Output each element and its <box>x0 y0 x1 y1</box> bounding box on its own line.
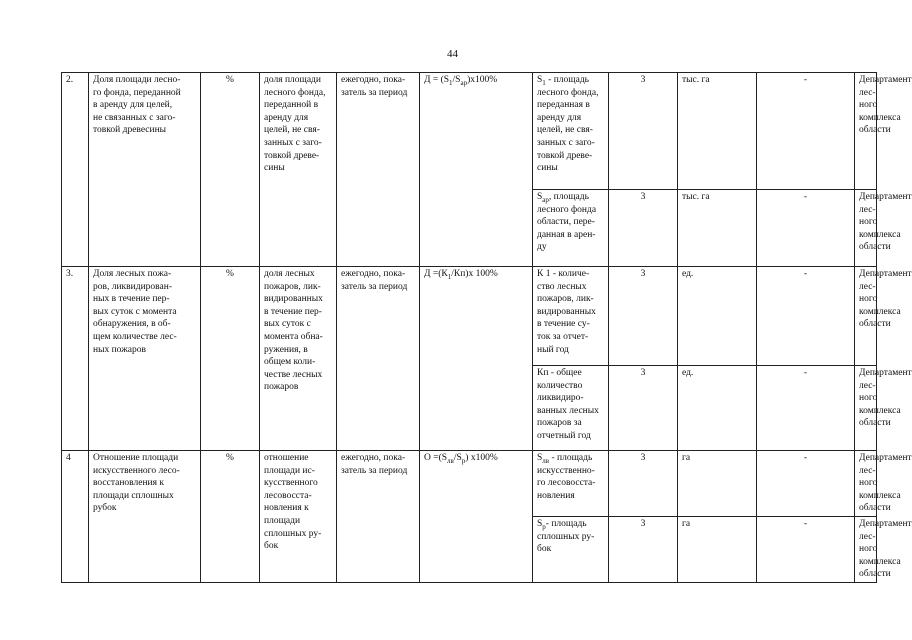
indicator-formula: $Д =(К_1/Кп)х$ 100% <box>420 267 533 451</box>
collection-method: 3 <box>609 366 678 451</box>
component-extra: - <box>757 190 855 267</box>
indicator-periodicity: ежегодно, пока- затель за период <box>337 451 420 583</box>
collection-method: 3 <box>609 516 678 582</box>
collection-method: 3 <box>609 73 678 190</box>
data-source: Департамент лес- ного комплекса области <box>855 73 877 190</box>
component-extra: - <box>757 73 855 190</box>
component-description: $S_{лв}$ - площадь искусственно- го лесовосста- новления <box>533 451 609 517</box>
indicator-definition: отношение площади ис- кусственного лесовосста- новления к площади сплошных ру- бок <box>260 451 337 583</box>
indicator-row-3 <box>62 267 877 366</box>
indicator-periodicity: ежегодно, пока- затель за период <box>337 73 420 267</box>
row-number: 2. <box>62 73 89 267</box>
collection-method: 3 <box>609 190 678 267</box>
indicator-row-4 <box>62 451 877 517</box>
indicators-table <box>61 72 912 583</box>
component-unit: га <box>678 516 757 582</box>
component-description: $S_1$ - площадь лесного фонда, переданная в аренду для целей, не свя- занных с заго- товкой древе- сины <box>533 73 609 190</box>
page-number: 44 <box>447 48 458 60</box>
indicator-unit: % <box>201 73 260 267</box>
indicator-name: Доля площади лесно- го фонда, переданной в аренду для целей, не связанных с заго- товкой древесины <box>89 73 201 267</box>
component-unit: тыс. га <box>678 190 757 267</box>
collection-method: 3 <box>609 267 678 366</box>
row-number: 4 <box>62 451 89 583</box>
component-extra: - <box>757 516 855 582</box>
indicator-unit: % <box>201 451 260 583</box>
indicator-unit: % <box>201 267 260 451</box>
component-description: $S_р-$ площадь сплошных ру- бок <box>533 516 609 582</box>
data-source: Департамент лес- ного комплекса области <box>855 451 877 517</box>
row-number: 3. <box>62 267 89 451</box>
component-unit: тыс. га <box>678 73 757 190</box>
component-unit: ед. <box>678 366 757 451</box>
collection-method: 3 <box>609 451 678 517</box>
component-extra: - <box>757 267 855 366</box>
indicator-name: Отношение площади искусственного лесо- восстановления к площади сплошных рубок <box>89 451 201 583</box>
indicator-row-2 <box>62 73 877 190</box>
indicator-formula: $О =(S_{лв}/S_р)$ х100% <box>420 451 533 583</box>
data-source: Департамент лес- ного комплекса области <box>855 190 877 267</box>
component-extra: - <box>757 451 855 517</box>
component-extra: - <box>757 366 855 451</box>
component-description: $S_{ар}$, площадь лесного фонда области, пере- данная в арен- ду <box>533 190 609 267</box>
data-source: Департамент лес- ного комплекса области <box>855 366 877 451</box>
indicator-formula: $Д = (S_1/S_{ар})х100\%$ <box>420 73 533 267</box>
indicator-periodicity: ежегодно, пока- затель за период <box>337 267 420 451</box>
data-source: Департамент лес- ного комплекса области <box>855 516 877 582</box>
component-description: К 1 - количе- ство лесных пожаров, лик- видированных в течение су- ток за отчет- ный год <box>533 267 609 366</box>
indicator-definition: доля лесных пожаров, лик- видированных в течение пер- вых суток с момента обна- ружения, в общем коли- честве лесных пожаров <box>260 267 337 451</box>
component-unit: ед. <box>678 267 757 366</box>
indicator-name: Доля лесных пожа- ров, ликвидирован- ных в течение пер- вых суток с момента обнаружения, в об- щем количестве лес- ных пожаров <box>89 267 201 451</box>
component-description: Кп - общее количество ликвидиро- ванных лесных пожаров за отчетный год <box>533 366 609 451</box>
component-unit: га <box>678 451 757 517</box>
indicator-definition: доля площади лесного фонда, переданной в аренду для целей, не свя- занных с заго- товкой древе- сины <box>260 73 337 267</box>
data-source: Департамент лес- ного комплекса области <box>855 267 877 366</box>
